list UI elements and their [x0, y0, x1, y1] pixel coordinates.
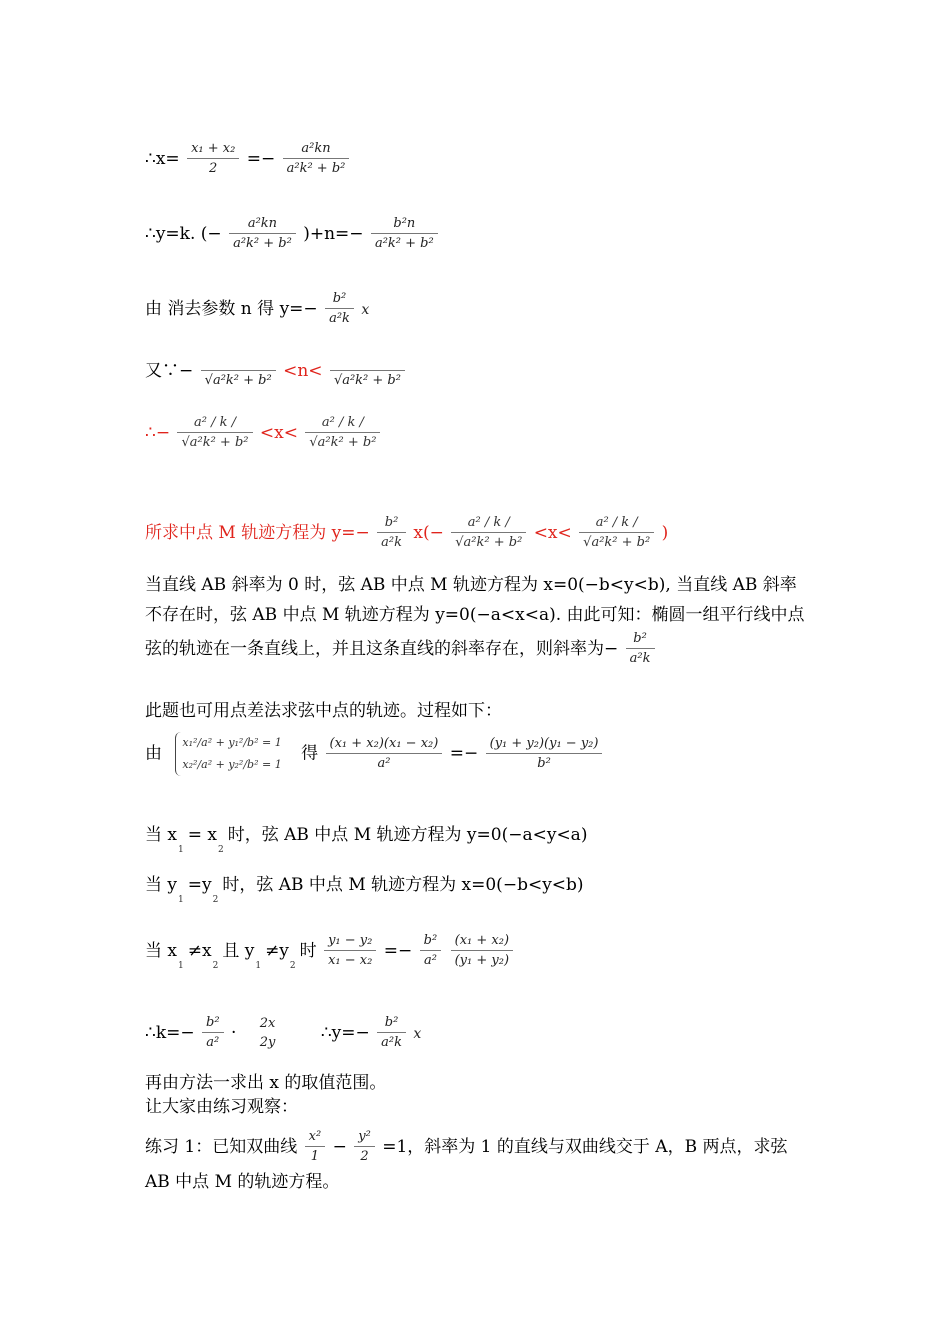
- formula-x-range: ∴− $\frac{\text{a² / k /}}{\text{√a²k² + b²}}$ <x< $\frac{\text{a² / k /}}{\text{√a²k² + b²}}$: [145, 414, 382, 453]
- fraction: $\frac{\text{b²n}}{\text{a²k² + b²}}$: [371, 215, 438, 254]
- fraction: √a²k² + b²: [330, 352, 405, 391]
- formula-x-midpoint: ∴x= $\frac{\text{x₁ + x₂}}{2}$ =− $\frac{\text{a²kn}}{\text{a²k² + b²}}$: [145, 140, 351, 179]
- fraction: 2x 2y: [259, 1015, 276, 1050]
- fraction: $\frac{\text{b²}}{\text{a²}}$: [202, 1014, 224, 1053]
- paragraph-slope-cases: 当直线 AB 斜率为 0 时，弦 AB 中点 M 轨迹方程为 x=0(−b<y<b), 当直线 AB 斜率不存在时，弦 AB 中点 M 轨迹方程为 y=0(−a<x<a). 由此可知：椭圆一组平行线中点弦的轨迹在一条直线上，并且这条直线的斜率存在，则斜率为− $\frac{\text{b²}}{\text{a²k}}$: [145, 570, 810, 669]
- fraction: $\frac{\text{y₁ − y₂}}{\text{x₁ − x₂}}$: [324, 932, 376, 971]
- fraction: $\frac{\text{a² / k /}}{\text{√a²k² + b²}}$: [305, 414, 380, 453]
- formula-y-midpoint: ∴y=k. (− $\frac{\text{a²kn}}{\text{a²k² + b²}}$ )+n=− $\frac{\text{b²n}}{\text{a²k² + b²}}$: [145, 215, 440, 254]
- case-y1-equals-y2: 当 $y_1=y_2$时，弦 AB 中点 M 轨迹方程为 x=0(−b<y<b): [145, 875, 584, 905]
- fraction: $\frac{\text{a² / k /}}{\text{√a²k² + b²}}$: [177, 414, 252, 453]
- formula-n-range: 又∵− √a²k² + b² <n< √a²k² + b²: [145, 352, 407, 391]
- equation-system: x₁²/a² + y₁²/b² = 1 x₂²/a² + y₂²/b² = 1: [175, 732, 287, 776]
- fraction: $\frac{\text{x²}}{1}$: [305, 1128, 326, 1167]
- fraction: $\frac{\text{b²}}{\text{a²k}}$: [377, 1014, 406, 1053]
- fraction: $\frac{\text{x₁ + x₂}}{2}$: [187, 140, 239, 179]
- formula-point-difference: 由 x₁²/a² + y₁²/b² = 1 x₂²/a² + y₂²/b² = 1 得 $\frac{\text{(x₁ + x₂)(x₁ − x₂)}}{\text{a²}}$ =− $\frac{\text{(y₁ + y₂)(y₁ − y₂)}}{\text{b²}}$: [145, 732, 604, 776]
- fraction: $\frac{\text{b²}}{\text{a²k}}$: [377, 514, 406, 553]
- fraction: $\frac{\text{a²kn}}{\text{a²k² + b²}}$: [283, 140, 350, 179]
- formula-eliminate-n: 由 消去参数 n 得 y=− $\frac{\text{b²}}{\text{a²k}}$ x: [145, 290, 369, 329]
- formula-locus-equation: 所求中点 M 轨迹方程为 y=− $\frac{\text{b²}}{\text{a²k}}$ x(− $\frac{\text{a² / k /}}{\text{√a²k² + b²}}$ <x< $\frac{\text{a² / k /}}{\text{√a²k² + b²}}$ ): [145, 514, 668, 553]
- case-x1-equals-x2: 当 $x_1= x_2$时，弦 AB 中点 M 轨迹方程为 y=0(−a<y<a): [145, 825, 588, 855]
- fraction: $\frac{\text{b²}}{\text{a²k}}$: [626, 630, 655, 669]
- case-general: 当 $x_1\ne x_2$且 $y_1\ne y_2$时 $\frac{\text{y₁ − y₂}}{\text{x₁ − x₂}}$ =− $\frac{\text{b²}}{\text{a²}}$ $\frac{\text{(x₁ + x₂)}}{\text{(y₁ + y₂)}}$: [145, 932, 515, 977]
- fraction: $\frac{\text{a² / k /}}{\text{√a²k² + b²}}$: [451, 514, 526, 553]
- fraction: $\frac{\text{b²}}{\text{a²}}$: [420, 932, 442, 971]
- text-point-difference-intro: 此题也可用点差法求弦中点的轨迹。过程如下：: [145, 701, 502, 721]
- fraction: $\frac{\text{a² / k /}}{\text{√a²k² + b²}}$: [579, 514, 654, 553]
- fraction: $\frac{\text{(x₁ + x₂)(x₁ − x₂)}}{\text{a²}}$: [326, 735, 443, 774]
- formula-slope-k: ∴k=− $\frac{\text{b²}}{\text{a²}}$ · 2x 2y ∴y=− $\frac{\text{b²}}{\text{a²k}}$ x: [145, 1014, 421, 1053]
- text-observe-exercise: 让大家由练习观察：: [145, 1097, 298, 1117]
- exercise-1: 练习 1：已知双曲线 $\frac{\text{x²}}{1}$ − $\frac{\text{y²}}{2}$ =1，斜率为 1 的直线与双曲线交于 A，B 两点，求弦 AB 中点 M 的轨迹方程。: [145, 1129, 788, 1192]
- fraction: $\frac{\text{(x₁ + x₂)}}{\text{(y₁ + y₂)}}$: [451, 932, 513, 971]
- fraction: $\frac{\text{a²kn}}{\text{a²k² + b²}}$: [229, 215, 296, 254]
- fraction: $\frac{\text{y²}}{2}$: [354, 1128, 375, 1167]
- fraction: $\frac{\text{b²}}{\text{a²k}}$: [325, 290, 354, 329]
- fraction: √a²k² + b²: [201, 352, 276, 391]
- text-x-range-method: 再由方法一求出 x 的取值范围。: [145, 1073, 387, 1093]
- fraction: $\frac{\text{(y₁ + y₂)(y₁ − y₂)}}{\text{b²}}$: [486, 735, 603, 774]
